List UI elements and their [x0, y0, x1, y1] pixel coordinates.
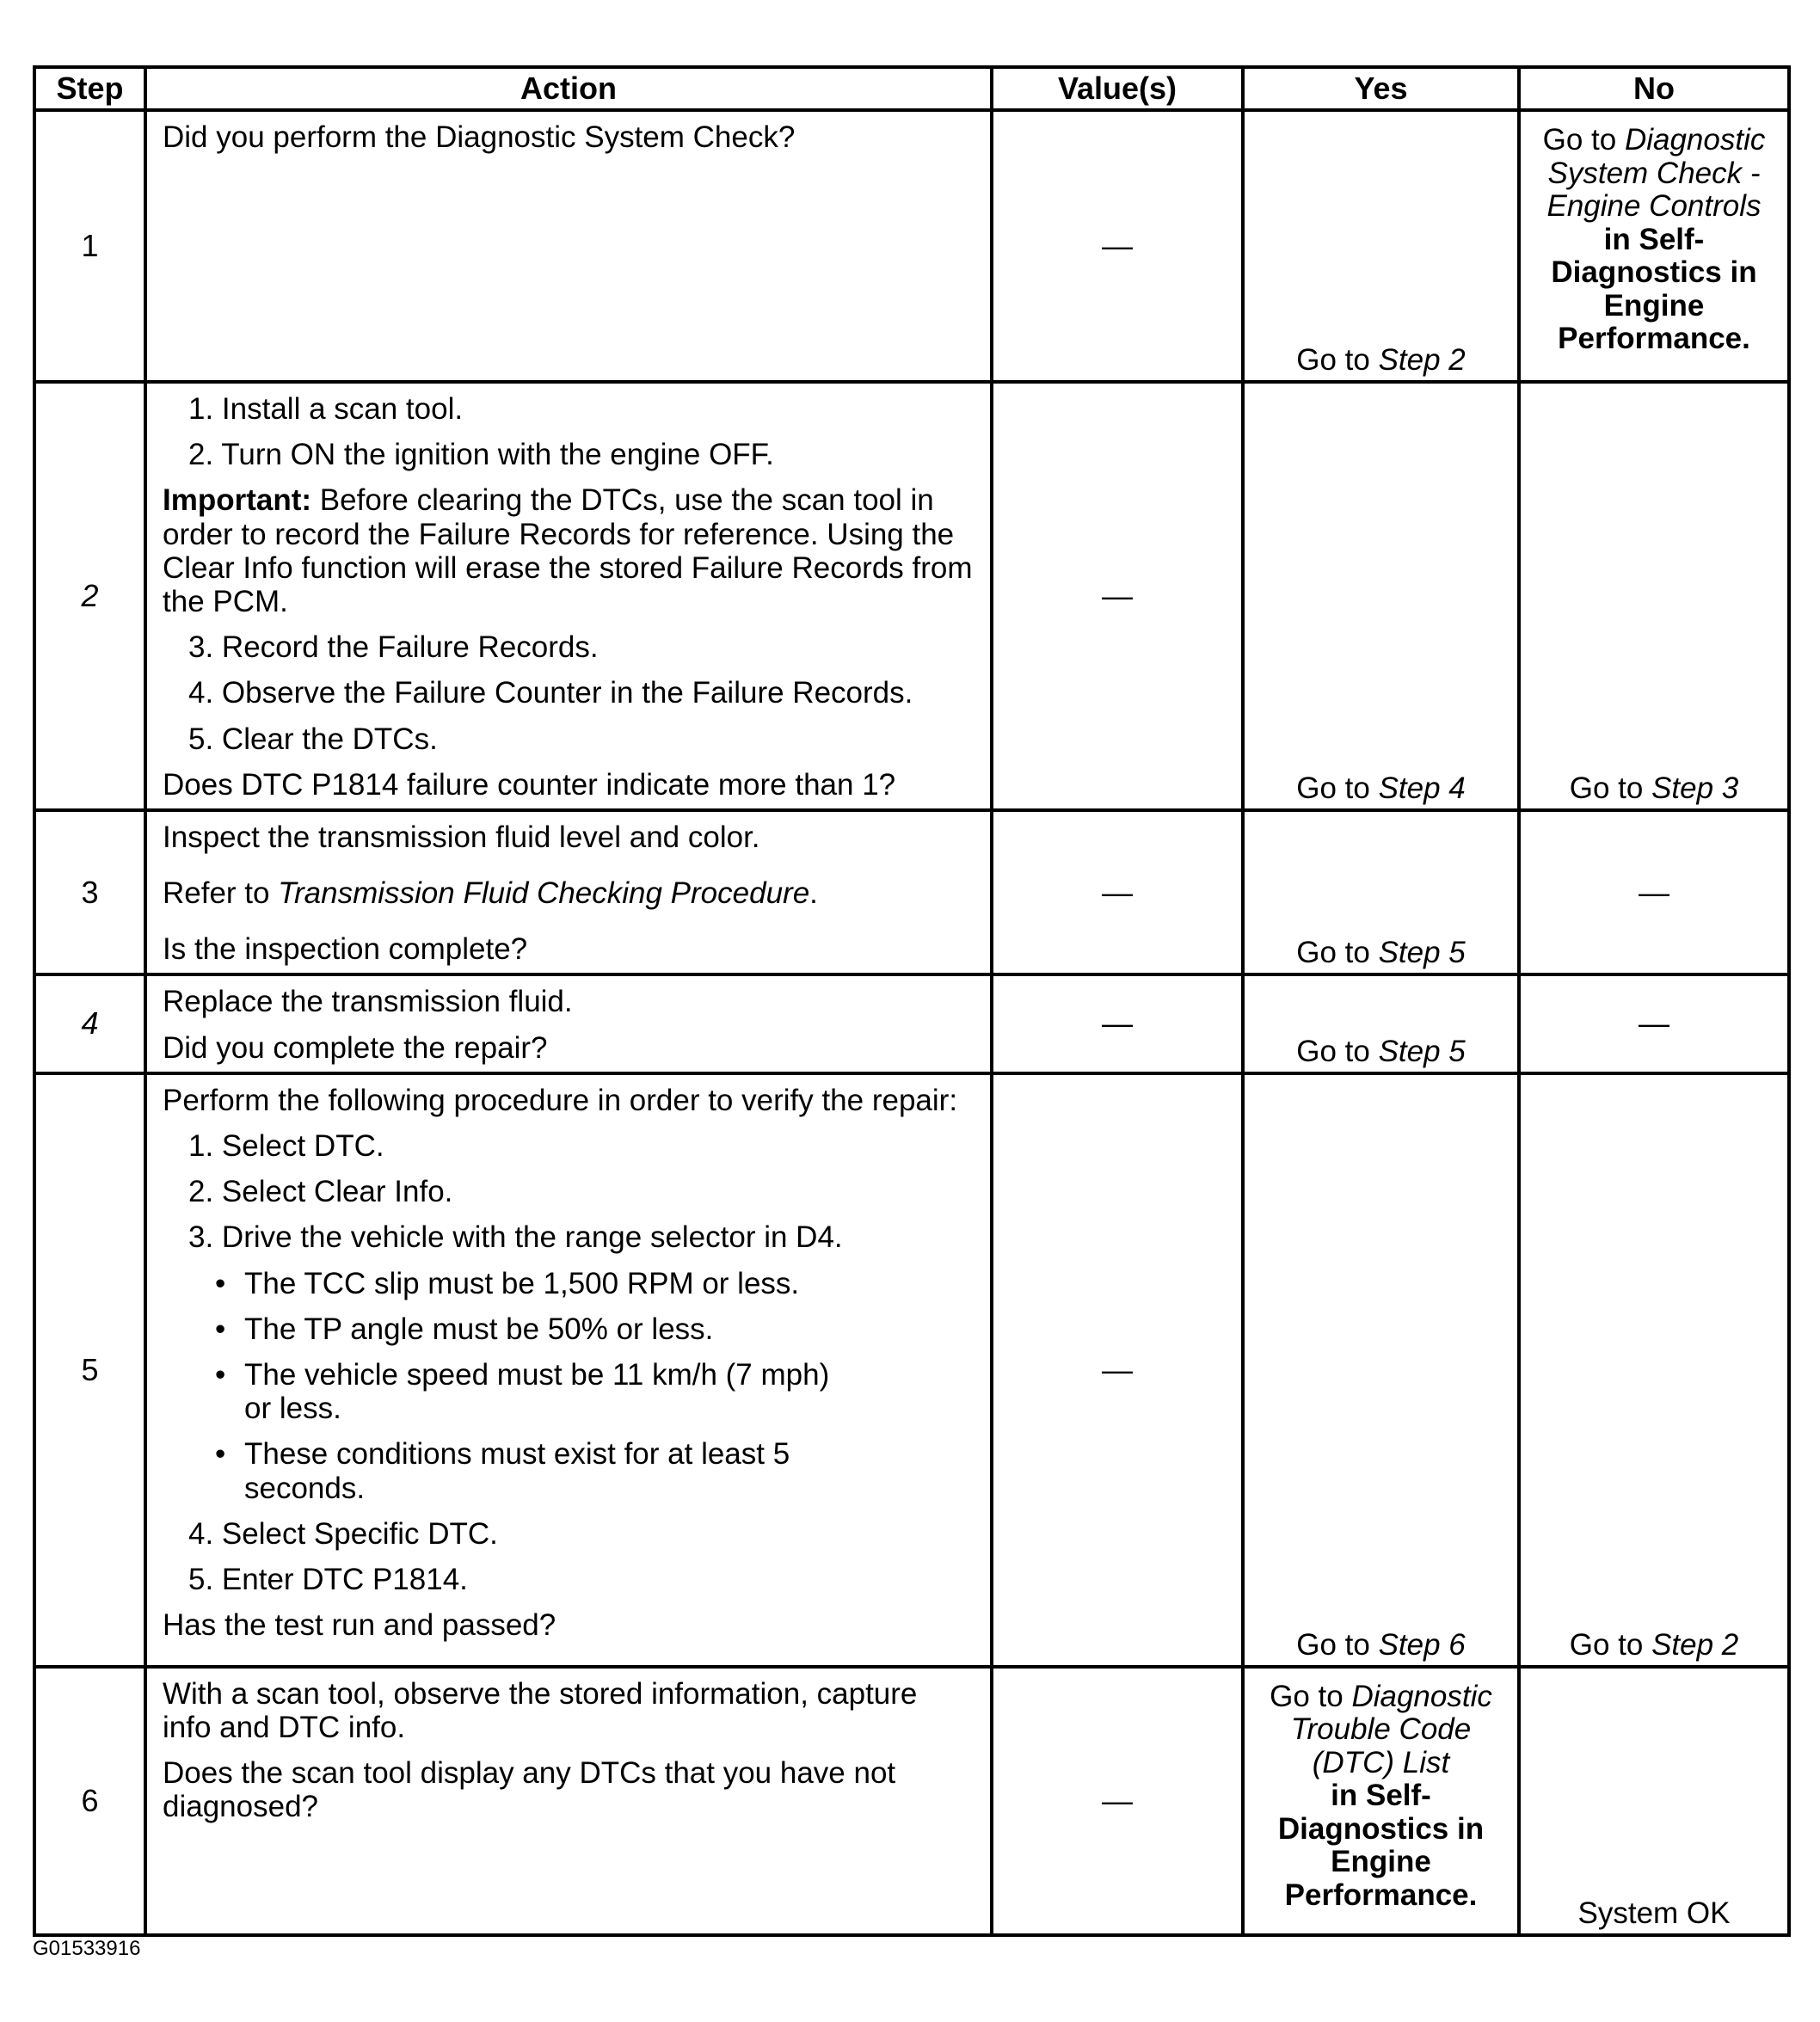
numbered-step: 4. Observe the Failure Counter in the Failure Records.: [188, 676, 913, 710]
yes-cell: [1243, 810, 1519, 975]
diagnostic-table-document: [33, 65, 1787, 1937]
figure-id: G01533916: [33, 1937, 141, 1960]
no-cell: [1519, 382, 1789, 810]
header-action: Action: [145, 67, 992, 110]
action-cell: [145, 974, 992, 1072]
header-values: Value(s): [992, 67, 1243, 110]
table-row-step-6: [34, 1667, 1789, 1935]
reference-prefix: Refer to: [163, 876, 270, 911]
step-number: 3: [34, 810, 145, 975]
goto-prefix: Go to: [1569, 1627, 1644, 1662]
reference-link[interactable]: Diagnostic System Check - Engine Controls: [1546, 123, 1766, 223]
goto-prefix: Go to: [1569, 771, 1644, 805]
goto-prefix: Go to: [1296, 771, 1370, 805]
no-cell: —: [1519, 810, 1789, 975]
yes-goto[interactable]: [1245, 343, 1517, 377]
table-row-step-2: [34, 382, 1789, 810]
action-cell: [145, 1073, 992, 1667]
numbered-step: 1. Select DTC.: [188, 1129, 384, 1163]
no-goto[interactable]: [1521, 1628, 1787, 1662]
question: Does the scan tool display any DTCs that you have not diagnosed?: [163, 1756, 896, 1824]
no-result: System OK: [1577, 1896, 1731, 1930]
question: Does DTC P1814 failure counter indicate more than 1?: [163, 767, 896, 802]
action-cell: [145, 110, 992, 382]
important-text: Before clearing the DTCs, use the scan tool in order to record the Failure Records for reference. Using the Clear Info function will erase the stored Failure Records from the PCM.: [163, 483, 973, 618]
yes-goto[interactable]: [1245, 1681, 1517, 1913]
bullet-item: • The TCC slip must be 1,500 RPM or less.: [244, 1267, 864, 1300]
value-cell: —: [992, 974, 1243, 1072]
step-number: 4: [34, 974, 145, 1072]
question: Has the test run and passed?: [163, 1608, 556, 1643]
action-text: With a scan tool, observe the stored information, capture info and DTC info.: [163, 1676, 918, 1744]
important-note: [163, 483, 978, 618]
no-cell: [1519, 1073, 1789, 1667]
diagnostic-table: [33, 65, 1791, 1937]
step-number: 5: [34, 1073, 145, 1667]
question: Is the inspection complete?: [163, 932, 528, 967]
header-step: Step: [34, 67, 145, 110]
goto-prefix: Go to: [1296, 936, 1370, 970]
numbered-step: 2. Turn ON the ignition with the engine OFF.: [188, 438, 774, 472]
value-cell: —: [992, 1667, 1243, 1935]
step-link[interactable]: Step 2: [1651, 1627, 1739, 1662]
goto-prefix: Go to: [1270, 1679, 1343, 1713]
bullet-item: • The vehicle speed must be 11 km/h (7 mph) or less.: [244, 1358, 864, 1425]
goto-prefix: Go to: [1296, 1627, 1370, 1662]
action-reference: [163, 876, 978, 910]
yes-cell: [1243, 1667, 1519, 1935]
reference-suffix: in Self-Diagnostics in Engine Performance.: [1551, 222, 1757, 355]
reference-suffix: .: [809, 876, 818, 911]
reference-link[interactable]: Transmission Fluid Checking Procedure: [278, 876, 810, 911]
header-no: No: [1519, 67, 1789, 110]
numbered-step: 5. Enter DTC P1814.: [188, 1562, 468, 1596]
step-number: 2: [34, 382, 145, 810]
numbered-step: 1. Install a scan tool.: [188, 392, 464, 426]
action-text: Inspect the transmission fluid level and color.: [163, 820, 760, 854]
action-text: Did you perform the Diagnostic System Check?: [163, 120, 796, 154]
table-header-row: [34, 67, 1789, 110]
numbered-step: 4. Select Specific DTC.: [188, 1516, 498, 1551]
action-cell: [145, 382, 992, 810]
no-goto[interactable]: [1521, 124, 1787, 356]
no-cell: —: [1519, 974, 1789, 1072]
yes-goto[interactable]: [1245, 1035, 1517, 1068]
value-cell: —: [992, 382, 1243, 810]
step-number: 6: [34, 1667, 145, 1935]
yes-cell: [1243, 382, 1519, 810]
value-cell: —: [992, 1073, 1243, 1667]
numbered-step: 3. Drive the vehicle with the range selector in D4.: [188, 1220, 843, 1255]
no-cell: [1519, 110, 1789, 382]
table-row-step-5: [34, 1073, 1789, 1667]
goto-prefix: Go to: [1296, 342, 1370, 377]
step-link[interactable]: Step 4: [1378, 771, 1466, 805]
numbered-step: 5. Clear the DTCs.: [188, 722, 438, 756]
action-cell: [145, 1667, 992, 1935]
action-text: Replace the transmission fluid.: [163, 985, 573, 1019]
no-cell: [1519, 1667, 1789, 1935]
numbered-step: 3. Record the Failure Records.: [188, 630, 599, 665]
header-yes: Yes: [1243, 67, 1519, 110]
reference-suffix: in Self-Diagnostics in Engine Performance.: [1277, 1779, 1485, 1912]
value-cell: —: [992, 110, 1243, 382]
yes-cell: [1243, 974, 1519, 1072]
bullet-item: • The TP angle must be 50% or less.: [244, 1312, 864, 1346]
table-row-step-4: [34, 974, 1789, 1072]
question: Did you complete the repair?: [163, 1030, 548, 1065]
action-cell: [145, 810, 992, 975]
step-link[interactable]: Step 2: [1378, 342, 1466, 377]
yes-goto[interactable]: [1245, 1628, 1517, 1662]
step-link[interactable]: Step 5: [1378, 936, 1466, 970]
step-link[interactable]: Step 3: [1651, 771, 1739, 805]
value-cell: —: [992, 810, 1243, 975]
step-link[interactable]: Step 6: [1378, 1627, 1466, 1662]
action-text: Perform the following procedure in order to verify the repair:: [163, 1083, 958, 1117]
table-row-step-1: [34, 110, 1789, 382]
reference-link[interactable]: Diagnostic Trouble Code (DTC) List: [1290, 1679, 1492, 1779]
bullet-item: • These conditions must exist for at least 5 seconds.: [244, 1437, 803, 1504]
yes-goto[interactable]: [1245, 771, 1517, 805]
numbered-step: 2. Select Clear Info.: [188, 1175, 453, 1209]
yes-cell: [1243, 1073, 1519, 1667]
important-label: Important:: [163, 483, 312, 518]
yes-cell: [1243, 110, 1519, 382]
goto-prefix: Go to: [1542, 123, 1617, 157]
no-goto[interactable]: [1521, 771, 1787, 805]
table-row-step-3: [34, 810, 1789, 975]
goto-prefix: Go to: [1296, 1034, 1370, 1068]
step-link[interactable]: Step 5: [1378, 1034, 1466, 1068]
step-number: 1: [34, 110, 145, 382]
yes-goto[interactable]: [1245, 936, 1517, 969]
